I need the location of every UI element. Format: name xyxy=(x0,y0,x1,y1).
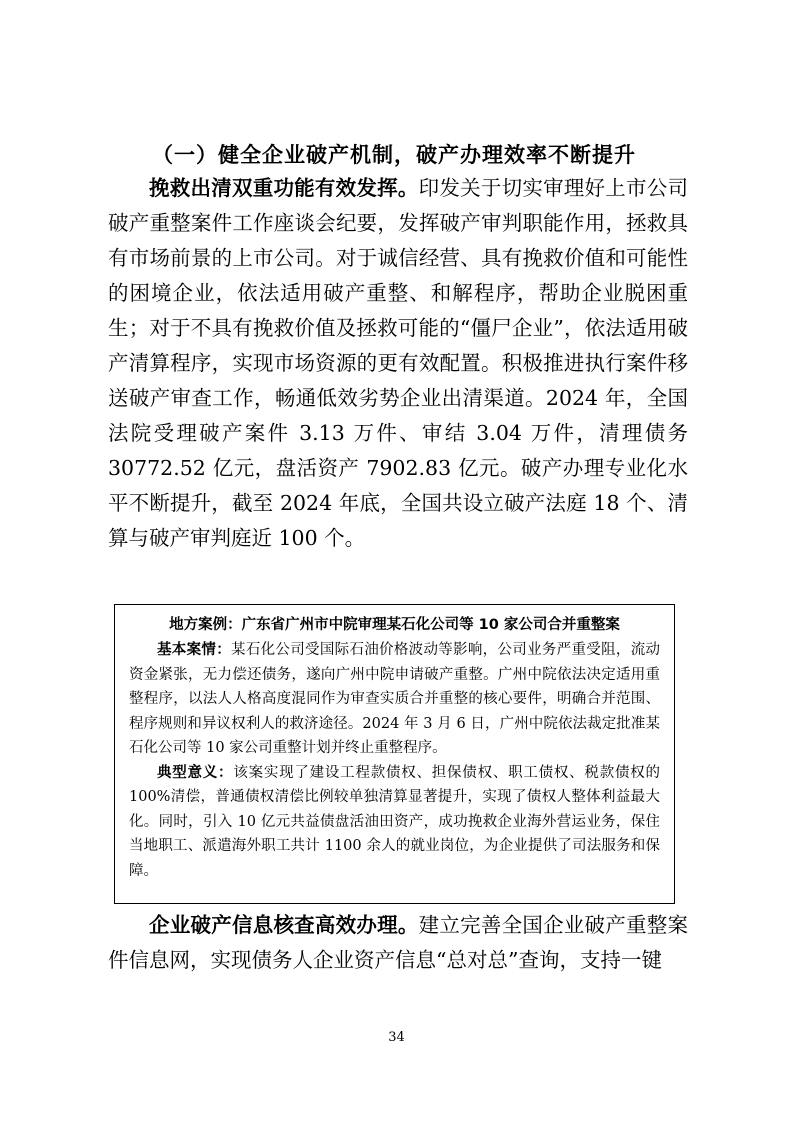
section-heading: （一）健全企业破产机制，破产办理效率不断提升 xyxy=(152,142,636,167)
case-significance-label: 典型意义： xyxy=(157,763,234,781)
body-paragraph-info-verification xyxy=(108,908,688,978)
paragraph-body-text: 建立完善全国企业破产重整案件信息网，实现债务人企业资产信息“总对总”查询，支持一键 xyxy=(108,913,689,972)
case-significance-text: 该案实现了建设工程款债权、担保债权、职工债权、税款债权的 100%清偿，普通债权清偿比例较单独清算显著提升，实现了债权人整体利益最大化。同时，引入 10 亿元共益债盘活油田资产，成功挽救企业海外营运业务，保住当地职工、派遣海外职工共计 1100 余人的就业岗位，为企业提供了司法服务和保障。 xyxy=(129,764,660,879)
page-number: 34 xyxy=(388,1030,405,1045)
case-basic-facts-label: 基本案情： xyxy=(157,641,232,658)
paragraph-body-text: 印发关于切实审理好上市公司破产重整案件工作座谈会纪要，发挥破产审判职能作用，拯救具有市场前景的上市公司。对于诚信经营、具有挽救价值和可能性的困境企业，依法适用破产重整、和解程序，帮助企业脱困重生；对于不具有挽救价值及拯救可能的“僵尸企业”，依法适用破产清算程序，实现市场资源的更有效配置。积极推进执行案件移送破产审查工作，畅通低效劣势企业出清渠道。2024 年，全国法院受理破产案件 3.13 万件、审结 3.04 万件，清理债务 30772.52 亿元，盘活资产 7902.83 亿元。破产办理专业化水平不断提升，截至 2024 年底，全国共设立破产法庭 18 个、清算与破产审判庭近 100 个。 xyxy=(108,176,689,550)
case-basic-facts-text: 某石化公司受国际石油价格波动等影响，公司业务严重受阻，流动资金紧张，无力偿还债务，遂向广州中院申请破产重整。广州中院依法决定适用重整程序，以法人人格高度混同作为审查实质合并重整的核心要件，明确合并范围、程序规则和异议权利人的救济途径。2024 年 3 月 6 日，广州中院依法裁定批准某石化公司等 10 家公司重整计划并终止重整程序。 xyxy=(129,642,660,756)
paragraph-lead-heading: 企业破产信息核查高效办理。 xyxy=(149,913,419,937)
paragraph-lead-heading: 挽救出清双重功能有效发挥。 xyxy=(149,176,419,200)
case-box-title: 地方案例：广东省广州市中院审理某石化公司等 10 家公司合并重整案 xyxy=(169,617,620,633)
body-paragraph-rescue-clearance xyxy=(108,171,688,556)
case-significance xyxy=(129,761,660,884)
case-basic-facts xyxy=(129,638,660,761)
local-case-box xyxy=(114,604,675,904)
